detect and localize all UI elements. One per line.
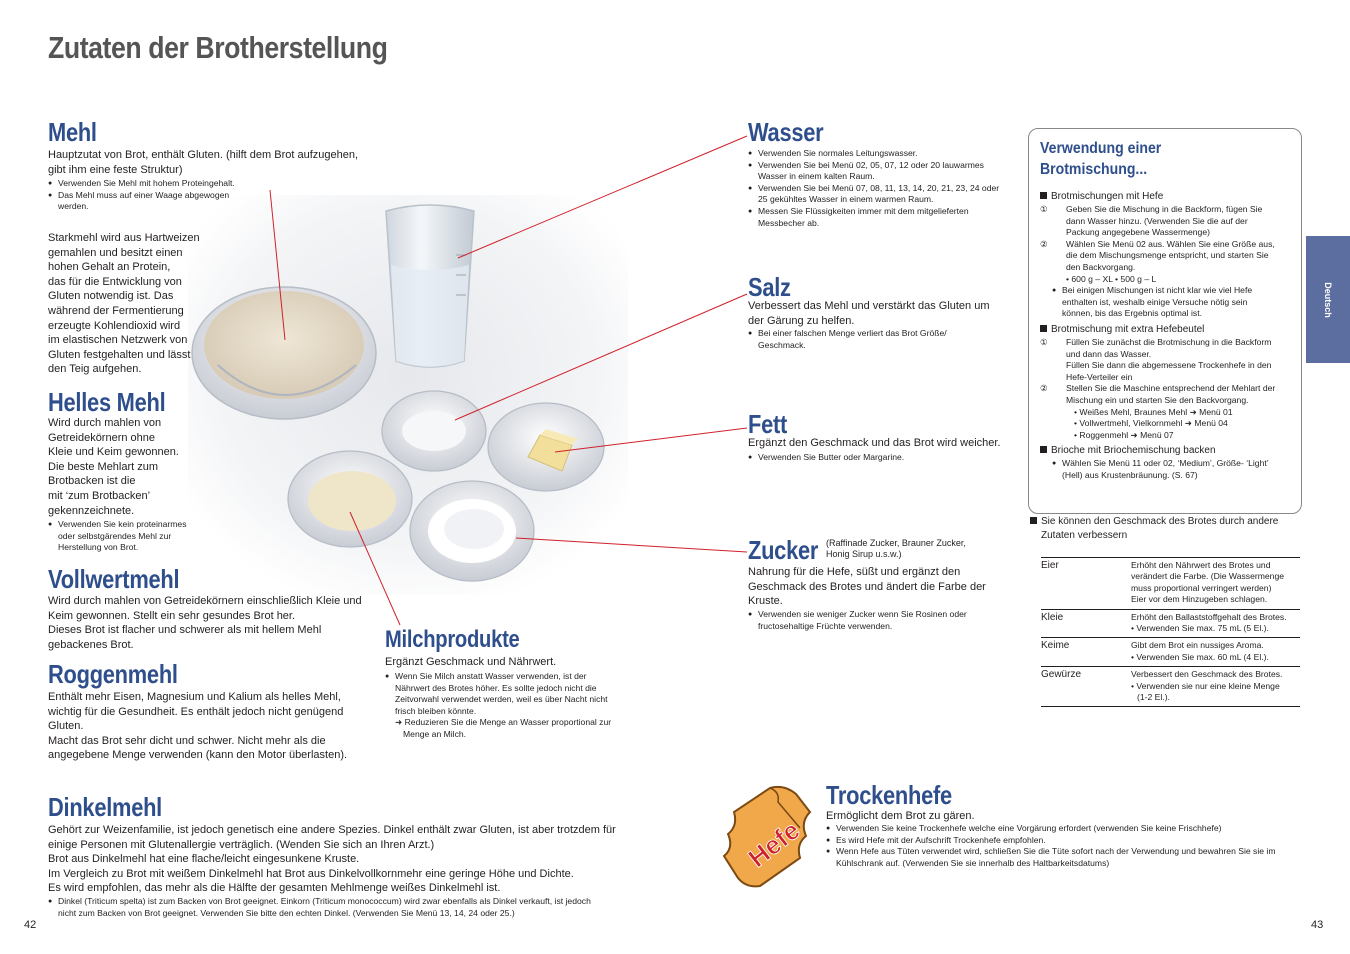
bullet-cont: Wasser in einem kalten Raum. — [758, 171, 875, 182]
text-line: Brotbacken ist die — [48, 475, 136, 488]
text-line: Kruste. — [748, 595, 783, 608]
text-line: Im Vergleich zu Brot mit weißem Dinkelmehl hat Brot aus Dinkelvollkornmehr eine geringe Höhe und Dichte. — [48, 867, 574, 880]
milch-bullet: ● Wenn Sie Milch anstatt Wasser verwenden, ist der — [385, 671, 645, 683]
mehl-paragraph — [48, 231, 208, 377]
text-line: Wählen Sie Menü 02 aus. Wählen Sie eine Größe aus, — [1066, 238, 1275, 249]
milchprodukte-heading: Milchprodukte — [385, 626, 520, 653]
box-bullet: ● Wählen Sie Menü 11 oder 02, ‘Medium’, Größe- ‘Light’ — [1052, 458, 1292, 470]
text-line: den Teig aufgehen. — [48, 363, 142, 376]
vollwert-paragraph — [48, 594, 378, 652]
text-line: • Verwenden sie nur eine kleine Menge — [1131, 680, 1280, 691]
dinkel-paragraph — [48, 823, 668, 896]
zucker-bullets — [748, 609, 1018, 632]
text-line: Es wird empfohlen, das mehr als die Hälfte der gesamten Mehlmenge weißes Dinkelmehl ist. — [48, 882, 501, 895]
milch-intro: Ergänzt Geschmack und Nährwert. — [385, 656, 557, 668]
bread-mix-title — [1040, 138, 1161, 180]
roggenmehl-heading: Roggenmehl — [48, 659, 178, 689]
table-value — [1131, 667, 1300, 707]
text-line: Stellen Sie die Maschine entsprechend der Mehlart der — [1066, 383, 1276, 394]
table-row — [1041, 638, 1300, 667]
hefe-bullet: ● Wenn Hefe aus Tüten verwendet wird, schließen Sie die Tüte sofort nach der Verwendung und bewahren Sie sie im — [826, 846, 1296, 858]
text-line: Sie können den Geschmack des Brotes durch andere — [1041, 516, 1279, 527]
bullet-cont: Herstellung von Brot. — [58, 542, 139, 553]
text-line: Nahrung für die Hefe, süßt und ergänzt den — [748, 566, 961, 578]
text-line: • Verwenden Sie max. 60 mL (4 El.). — [1131, 651, 1269, 662]
bullet-cont: Nährwert des Brotes höher. Es sollte jedoch nicht die — [395, 682, 597, 693]
wasser-bullets — [748, 148, 1023, 229]
text-line: Geschmack des Brotes und ändert die Farbe der — [748, 580, 986, 593]
hefe-bullet: ● Verwenden Sie keine Trockenhefe welche eine Vorgärung erfordert (verwenden Sie keine Frischhefe) — [826, 823, 1296, 835]
circle-number-icon: ② — [1040, 238, 1048, 249]
wasser-heading: Wasser — [748, 117, 824, 147]
text-line: Eier vor dem Hinzugeben schlagen. — [1131, 594, 1268, 605]
zucker-paragraph — [748, 565, 1008, 609]
bullet-cont: enthalten ist, weshalb einige Versuche nötig sein — [1062, 296, 1248, 307]
circle-number-icon: ① — [1040, 204, 1048, 214]
text-line: gebackenes Brot. — [48, 638, 134, 651]
text-line: Packung angegebene Wassermenge) — [1066, 227, 1210, 238]
salz-bullets — [748, 328, 1008, 351]
text-line: Brotmischung... — [1040, 161, 1148, 178]
section-label: Brotmischungen mit Hefe — [1051, 191, 1164, 202]
dinkel-bullet: ● Dinkel (Triticum spelta) ist zum Backen von Brot geeignet. Einkorn (Triticum monococcum) wird zwar ebenfalls als Dinkel verkauft, ist jedoch — [48, 896, 688, 908]
hefe-bullets — [826, 823, 1296, 869]
page-number-right: 43 — [1311, 919, 1324, 931]
text-line: angegebene Menge verwenden (kann den Motor überlasten). — [48, 749, 348, 762]
flavour-note — [1030, 515, 1310, 543]
text-line: Zutaten verbessern — [1041, 530, 1128, 541]
language-tab[interactable] — [1306, 236, 1350, 363]
text-line: mit ‘zum Brotbacken’ — [48, 489, 151, 502]
table-key: Eier — [1041, 558, 1131, 610]
section-label: Brotmischung mit extra Hefebeutel — [1051, 323, 1205, 335]
wasser-bullet: ● Messen Sie Flüssigkeiten immer mit dem mitgelieferten — [748, 206, 1023, 218]
table-row — [1041, 609, 1300, 638]
fett-bullets — [748, 452, 1018, 464]
text-line: hohen Gehalt an Protein, — [48, 261, 171, 274]
text-line: Die beste Mehlart zum — [48, 460, 159, 473]
circle-number-icon: ② — [1040, 383, 1048, 394]
fett-intro: Ergänzt den Geschmack und das Brot wird weicher. — [748, 437, 1001, 449]
hefe-intro: Ermöglicht dem Brot zu gären. — [826, 810, 975, 822]
table-value — [1131, 609, 1300, 638]
text-line: Verbessert den Geschmack des Brotes. — [1131, 669, 1283, 680]
fett-bullet: ● Verwenden Sie Butter oder Margarine. — [748, 452, 1018, 464]
bread-mix-content — [1040, 190, 1292, 481]
page-number-left: 42 — [24, 919, 37, 931]
bullet-cont: Menge an Milch. — [403, 728, 467, 739]
mehl-bullet: ● Das Mehl muss auf einer Waage abgewogen — [48, 190, 278, 202]
table-row — [1041, 558, 1300, 610]
text-line: verändert die Farbe. (Die Wassermenge — [1131, 571, 1285, 582]
bullet-cont: nicht zum Backen von Brot geeignet. Verwenden Sie bitte den echten Dinkel. (Verwenden Sie Menü 13, 14, 24 oder 25.) — [58, 907, 515, 918]
text-line: (1-2 El.). — [1137, 692, 1170, 703]
bullet-cont: Messbecher ab. — [758, 217, 820, 228]
milch-arrow-note: ➜ Reduzieren Sie die Menge an Wasser proportional zur — [395, 717, 612, 728]
box-bullet: ● Bei einigen Mischungen ist nicht klar wie viel Hefe — [1052, 285, 1292, 297]
helles-paragraph — [48, 416, 198, 518]
mehl-intro — [48, 148, 368, 177]
text-line: Gluten notwendig ist. Das — [48, 290, 174, 303]
vollwertmehl-heading: Vollwertmehl — [48, 564, 180, 594]
square-bullet-icon — [1040, 192, 1047, 199]
text-line: den Backvorgang. — [1066, 261, 1136, 272]
text-line: Wird durch mahlen von Getreidekörnern einschließlich Kleie und — [48, 595, 362, 607]
text-line: erzeugte Kohlendioxid wird — [48, 319, 181, 332]
salz-bullet: ● Bei einer falschen Menge verliert das Brot Größe/ — [748, 328, 1008, 340]
table-value — [1131, 638, 1300, 667]
zucker-bullet: ● Verwenden sie weniger Zucker wenn Sie Rosinen oder — [748, 609, 1018, 621]
bullet-cont: fructosehaltige Früchte verwenden. — [758, 620, 893, 631]
zucker-note — [826, 538, 996, 560]
mehl-bullets — [48, 178, 278, 213]
menu-line: • Vollwertmehl, Vielkornmehl ➜ Menü 04 — [1074, 418, 1228, 429]
section-label: Brioche mit Briochemischung backen — [1051, 445, 1216, 457]
text-line: Gibt dem Brot ein nussiges Aroma. — [1131, 640, 1264, 651]
text-line: Geben Sie die Mischung in die Backform, fügen Sie — [1066, 204, 1263, 214]
wasser-bullet: ● Verwenden Sie normales Leitungswasser. — [748, 148, 1023, 160]
text-line: Gehört zur Weizenfamilie, ist jedoch genetisch eine andere Spezies. Dinkel enthält zwar Gluten, ist aber trotzdem für — [48, 824, 616, 836]
text-line: (Raffinade Zucker, Brauner Zucker, — [826, 538, 966, 548]
text-line: Erhöht den Nährwert des Brotes und — [1131, 560, 1271, 570]
text-line: die dem Mischungsmenge entspricht, und starten Sie — [1066, 250, 1269, 261]
text-line: Erhöht den Ballaststoffgehalt des Brotes. — [1131, 611, 1287, 622]
text-line: Füllen Sie zunächst die Brotmischung in die Backform — [1066, 336, 1272, 347]
text-line: • Verwenden Sie max. 75 mL (5 El.). — [1131, 623, 1269, 634]
fett-heading: Fett — [748, 409, 788, 439]
table-key: Keime — [1041, 638, 1131, 667]
milch-bullets — [385, 671, 645, 741]
table-key: Kleie — [1041, 609, 1131, 638]
text-line: einige Personen mit Glutenallergie verträglich. (Wenden Sie sich an Ihren Arzt.) — [48, 838, 435, 851]
zucker-heading: Zucker — [748, 535, 819, 565]
text-line: Honig Sirup u.s.w.) — [826, 549, 902, 559]
text-line: das für die Entwicklung von — [48, 275, 182, 288]
text-line: Enthält mehr Eisen, Magnesium und Kalium als helles Mehl, — [48, 691, 341, 703]
text-line: • 600 g – XL • 500 g – L — [1066, 273, 1157, 284]
text-line: Macht das Brot sehr dicht und schwer. Nicht mehr als die — [48, 734, 326, 747]
mehl-bullet: ● Verwenden Sie Mehl mit hohem Proteingehalt. — [48, 178, 278, 190]
mehl-bullet-cont: werden. — [58, 201, 89, 212]
text-line: muss proportional verringert werden) — [1131, 582, 1272, 593]
yeast-bag-label: Hefe — [742, 814, 806, 874]
table-row — [1041, 667, 1300, 707]
text-line: Kleie und Keim gewonnen. — [48, 446, 179, 459]
table-value — [1131, 558, 1300, 610]
wasser-bullet: ● Verwenden Sie bei Menü 07, 08, 11, 13, 14, 20, 21, 23, 24 oder — [748, 183, 1023, 195]
text-line: Getreidekörnern ohne — [48, 431, 156, 444]
bullet-cont: (Hell) aus Krustenbräunung. (S. 67) — [1062, 469, 1198, 480]
mehl-intro-line: Hauptzutat von Brot, enthält Gluten. (hilft dem Brot aufzugehen, — [48, 149, 359, 161]
helles-mehl-heading: Helles Mehl — [48, 387, 166, 417]
text-line: Brot aus Dinkelmehl hat eine flache/leicht eingesunkene Kruste. — [48, 853, 360, 866]
text-line: im elastischen Netzwerk von — [48, 334, 188, 347]
text-line: Dieses Brot ist flacher und schwerer als mit hellem Mehl — [48, 624, 322, 637]
menu-line: • Weißes Mehl, Braunes Mehl ➜ Menü 01 — [1074, 406, 1233, 417]
roggen-paragraph — [48, 690, 378, 763]
helles-bullets — [48, 519, 208, 554]
text-line: dann Wasser hinzu. (Verwenden Sie die auf der — [1066, 215, 1248, 226]
bullet-cont: Zeitvorwahl verwendet werden, weil es über Nacht nicht — [395, 694, 608, 705]
square-bullet-icon — [1040, 325, 1047, 332]
flavour-table — [1041, 557, 1300, 707]
text-line: Starkmehl wird aus Hartweizen — [48, 232, 200, 244]
text-line: Hefe-Verteiler ein — [1066, 371, 1133, 382]
text-line: während der Fermentierung — [48, 304, 184, 317]
mehl-intro-line: gibt ihm eine feste Struktur) — [48, 163, 183, 176]
page-title: Zutaten der Brotherstellung — [48, 30, 388, 65]
bullet-cont: Kühlschrank auf. (Verwenden Sie sie innerhalb des Haltbarkeitsdatums) — [836, 857, 1110, 868]
text-line: Gluten festgehalten und lässt — [48, 348, 191, 361]
language-tab-label: Deutsch — [1323, 281, 1333, 318]
square-bullet-icon — [1040, 446, 1047, 453]
menu-line: • Roggenmehl ➜ Menü 07 — [1074, 429, 1174, 440]
trockenhefe-heading: Trockenhefe — [826, 780, 952, 810]
hefe-bullet: ● Es wird Hefe mit der Aufschrift Trockenhefe empfohlen. — [826, 835, 1296, 847]
table-key: Gewürze — [1041, 667, 1131, 707]
salz-intro — [748, 299, 1018, 328]
text-line: Mischung ein und starten Sie den Backvorgang. — [1066, 394, 1249, 405]
text-line: Keim gewonnen. Stellt ein sehr gesundes Brot her. — [48, 609, 296, 622]
text-line: wichtig für die Gesundheit. Es enthält jedoch nicht genügend — [48, 705, 344, 718]
helles-bullet: ● Verwenden Sie kein proteinarmes — [48, 519, 208, 531]
circle-number-icon: ① — [1040, 336, 1048, 347]
bullet-cont: frisch bleiben könnte. — [395, 705, 477, 716]
bullet-cont: Geschmack. — [758, 339, 806, 350]
square-bullet-icon — [1030, 517, 1037, 524]
text-line: Gluten. — [48, 720, 84, 733]
bullet-cont: 25 gekühltes Wasser in einem warmen Raum. — [758, 194, 934, 205]
dinkelmehl-heading: Dinkelmehl — [48, 792, 163, 822]
text-line: der Gärung zu helfen. — [748, 314, 855, 327]
text-line: Verwendung einer — [1040, 140, 1162, 157]
yeast-bag-icon — [720, 782, 816, 892]
wasser-bullet: ● Verwenden Sie bei Menü 02, 05, 07, 12 oder 20 lauwarmes — [748, 160, 1023, 172]
bullet-cont: oder selbstgärendes Mehl zur — [58, 530, 172, 541]
mehl-heading: Mehl — [48, 117, 97, 147]
text-line: Füllen Sie dann die abgemessene Trockenhefe in den — [1066, 360, 1272, 371]
text-line: gekennzeichnete. — [48, 504, 135, 517]
text-line: Verbessert das Mehl und verstärkt das Gluten um — [748, 300, 990, 312]
dinkel-bullets — [48, 896, 688, 919]
text-line: und dann das Wasser. — [1066, 348, 1152, 359]
text-line: Wird durch mahlen von — [48, 417, 162, 429]
salz-heading: Salz — [748, 272, 791, 302]
bullet-cont: können, bis das Ergebnis optimal ist. — [1062, 308, 1202, 319]
text-line: gemahlen und besitzt einen — [48, 246, 183, 259]
